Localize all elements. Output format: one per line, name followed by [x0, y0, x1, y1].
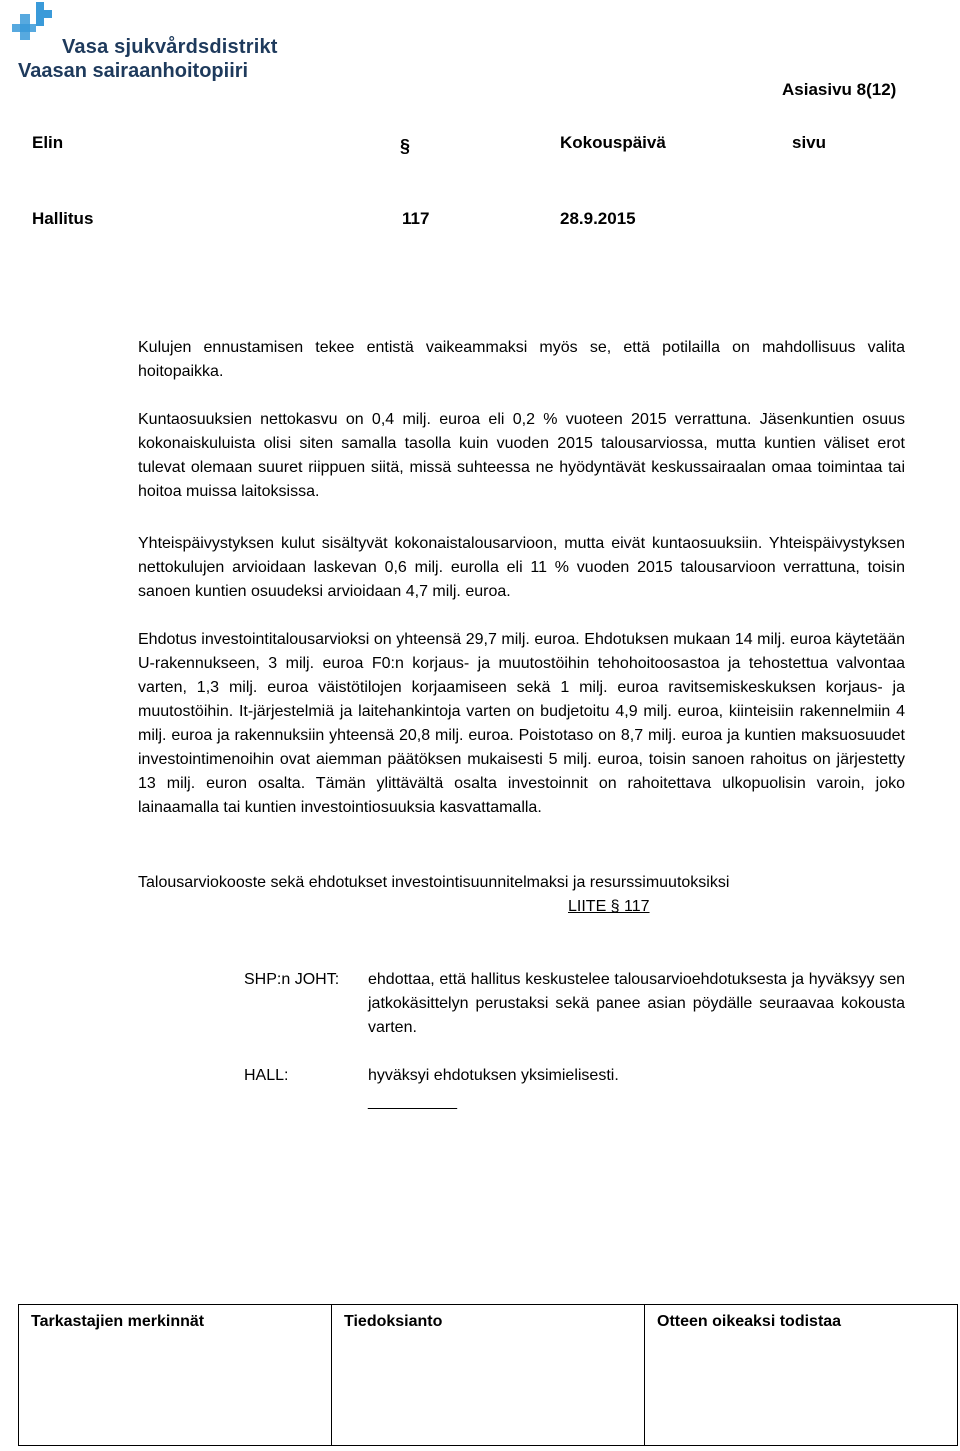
- signature-line: __________: [368, 1093, 457, 1110]
- logo-icon: [6, 0, 58, 52]
- footer-notification-cell: Tiedoksianto: [332, 1305, 645, 1445]
- footer-table: [18, 1304, 958, 1446]
- logo-text-swedish: Vasa sjukvårdsdistrikt: [62, 36, 278, 58]
- decision-label-director: SHP:n JOHT:: [244, 971, 340, 988]
- page-number-label: Asiasivu 8(12): [782, 80, 897, 99]
- footer-certification-cell: Otteen oikeaksi todistaa: [657, 1313, 842, 1330]
- paragraph-1: Kulujen ennustamisen tekee entistä vaikeammaksi myös se, että potilailla on mahdollisuus valita hoitopaikka.: [138, 339, 905, 380]
- decision-text-board: hyväksyi ehdotuksen yksimielisesti.: [368, 1067, 619, 1084]
- attachment-intro: Talousarviokooste sekä ehdotukset investointisuunnitelmaksi ja resurssimuutoksiksi: [138, 874, 730, 891]
- logo-text-finnish: Vaasan sairaanhoitopiiri: [18, 60, 249, 82]
- organ-name: Hallitus: [32, 209, 94, 228]
- header-date-label: Kokouspäivä: [560, 133, 666, 152]
- decision-label-board: HALL:: [244, 1067, 289, 1084]
- paragraph-4: Ehdotus investointitalousarvioksi on yhteensä 29,7 milj. euroa. Ehdotuksen mukaan 14 milj. euroa käytetään U-rakennukseen, 3 milj. euroa F0:n korjaus- ja muutostöihin tehohoitoosastoa ja tehostettua valvontaa varten, 1,3 milj. euroa väistötilojen korjaamiseen sekä 1 milj. euroa ravitsemiskeskuksen korjaus- ja muutostöihin. It-järjestelmiä ja laitehankintoja varten on budjetoitu 4,9 milj. euroa, kiinteisiin rakennelmiin 4 milj. euroa ja rakennuksiin yhteensä 20,8 milj. euroa. Poistotaso on 8,7 milj. euroa ja kuntien maksuosuudet investointimenoihin ovat aiemman päätöksen mukaisesti 5 milj. euroa, toisin sanoen rahoitus on järjestetty 13 milj. euron osalta. Tämän ylittävältä osalta investoinnit on rahoitettava ulkopuolisin varoin, joko lainaamalla tai kuntien investointiosuuksia kasvattamalla.: [138, 631, 905, 816]
- attachment-link[interactable]: LIITE § 117: [568, 898, 650, 915]
- header-page-label: sivu: [792, 133, 827, 152]
- header-organ-label: Elin: [32, 133, 64, 152]
- section-number: 117: [402, 209, 430, 228]
- paragraph-2: Kuntaosuuksien nettokasvu on 0,4 milj. euroa eli 0,2 % vuoteen 2015 verrattuna. Jäsenkuntien osuus kokonaiskuluista olisi siten samalla tasolla kuin vuoden 2015 talousarviossa, mutta kuntien väliset erot tulevat olemaan suuret riippuen siitä, missä suhteessa ne hyödyntävät keskussairaalan omaa toimintaa tai hoitoa muissa laitoksissa.: [138, 411, 905, 500]
- paragraph-3: Yhteispäivystyksen kulut sisältyvät kokonaistalousarvioon, mutta eivät kuntaosuuksiin. Yhteispäivystyksen nettokulujen arvioidaan laskevan 0,6 milj. eurolla eli 11 % vuoden 2015 talousarvioon verrattuna, toisin sanoen kuntien osuudeksi arvioidaan 4,7 milj. euroa.: [138, 535, 905, 600]
- section-symbol: §: [400, 136, 411, 156]
- decision-text-director: ehdottaa, että hallitus keskustelee talousarvioehdotuksesta ja hyväksyy sen jatkokäsittelyn perustaksi sekä panee asian pöydälle seuraavaa kokousta varten.: [368, 971, 905, 1036]
- footer-reviewers-cell: Tarkastajien merkinnät: [19, 1305, 332, 1445]
- meeting-date: 28.9.2015: [560, 209, 636, 228]
